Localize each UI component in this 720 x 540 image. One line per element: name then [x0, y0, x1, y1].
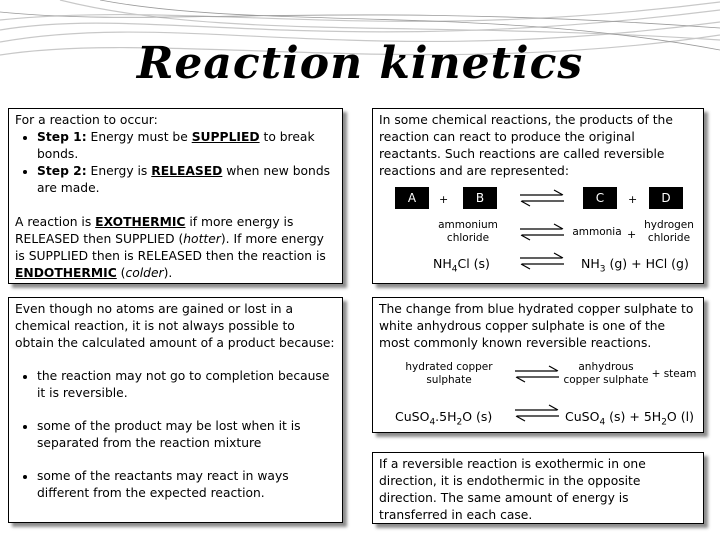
hotter-word: hotter: [183, 232, 221, 246]
hydrated-copper-sulphate-formula: $CuSO_4.5H_2O$ (s): [395, 409, 493, 428]
supplied-keyword: SUPPLIED: [191, 130, 260, 144]
plus-sign: +: [627, 228, 637, 241]
released-keyword: RELEASED: [151, 164, 223, 178]
step-2-item: [37, 163, 336, 197]
steps-list: [15, 129, 336, 197]
reversible-energy-box: [372, 452, 704, 524]
def-pre: A reaction is: [15, 215, 96, 229]
yield-reasons-box: [8, 297, 343, 523]
ammonia-hcl-formula: $NH_3$ (g) + HCl (g): [581, 256, 689, 275]
product-d-box: D: [649, 187, 683, 209]
reason-item: • some of the product may be lost when it is separated from the reaction mixture: [37, 418, 336, 452]
anhydrous-copper-sulphate-formula: CuSO$_4$ $(s) + 5H_2O$ (l): [565, 409, 694, 428]
endothermic-keyword: ENDOTHERMIC: [15, 266, 117, 280]
box4-text: The change from blue hydrated copper sulphate to white anhydrous copper sulphate is one of the most commonly known reversible reactions.: [379, 302, 694, 350]
ammonium-chloride-formula: $NH_4Cl$ (s): [433, 256, 490, 275]
box5-text: If a reversible reaction is exothermic in one direction, it is endothermic in the opposite direction. The same amount of energy is transferred in each case.: [379, 457, 646, 522]
box3-intro: Even though no atoms are gained or lost in a chemical reaction, it is not always possible to obtain the calculated amount of a product because:: [15, 302, 335, 350]
equilibrium-arrow-icon: [518, 189, 566, 207]
ammonium-chloride-label: ammonium chloride: [438, 219, 498, 244]
product-c-box: C: [583, 187, 617, 209]
def-end: ).: [163, 266, 173, 280]
anhydrous-copper-sulphate-label: anhydrous copper sulphate: [563, 361, 649, 386]
energy-steps-box: [8, 108, 343, 284]
equilibrium-arrow-icon: [518, 252, 566, 270]
box1-intro: For a reaction to occur:: [15, 113, 158, 127]
step-1-label: Step 1:: [37, 130, 87, 144]
step-1-post: to break bonds.: [37, 130, 315, 161]
reversible-reactions-box: [372, 108, 704, 284]
slide-title: Reaction kinetics: [136, 38, 584, 89]
hydrogen-chloride-label: hydrogen chloride: [644, 219, 694, 244]
def-mid1: if more energy is RELEASED then SUPPLIED (: [15, 215, 294, 246]
step-1-pre: Energy must be: [86, 130, 192, 144]
plus-sign: +: [439, 193, 449, 206]
step-2-post: when new bonds are made.: [37, 164, 331, 195]
copper-sulphate-box: [372, 297, 704, 433]
reason-item: • some of the reactants may react in ways different from the expected reaction.: [37, 468, 336, 502]
exo-endo-definition: [15, 214, 336, 282]
steam-label: + steam: [651, 368, 697, 380]
equilibrium-arrow-icon: [513, 365, 561, 383]
step-2-pre: Energy is: [86, 164, 152, 178]
def-mid3: (: [116, 266, 126, 280]
equilibrium-arrow-icon: [513, 404, 561, 422]
box2-text: In some chemical reactions, the products of the reaction can react to produce the original reactants. Such reactions are called reversible reactions and are represented:: [379, 113, 673, 178]
reactant-a-box: A: [395, 187, 429, 209]
reason-item: • the reaction may not go to completion because it is reversible.: [37, 368, 336, 402]
ammonia-label: ammonia: [572, 226, 622, 238]
exothermic-keyword: EXOTHERMIC: [95, 215, 186, 229]
step-1-item: [37, 129, 336, 163]
def-mid2: ). If more energy is SUPPLIED then is RELEASED then the reaction is: [15, 232, 326, 263]
colder-word: colder: [125, 266, 164, 280]
equilibrium-arrow-icon: [518, 223, 566, 241]
plus-sign: +: [628, 193, 638, 206]
step-2-label: Step 2:: [37, 164, 87, 178]
reactant-b-box: B: [463, 187, 497, 209]
hydrated-copper-sulphate-label: hydrated copper sulphate: [405, 361, 493, 386]
reasons-list: [15, 368, 336, 502]
